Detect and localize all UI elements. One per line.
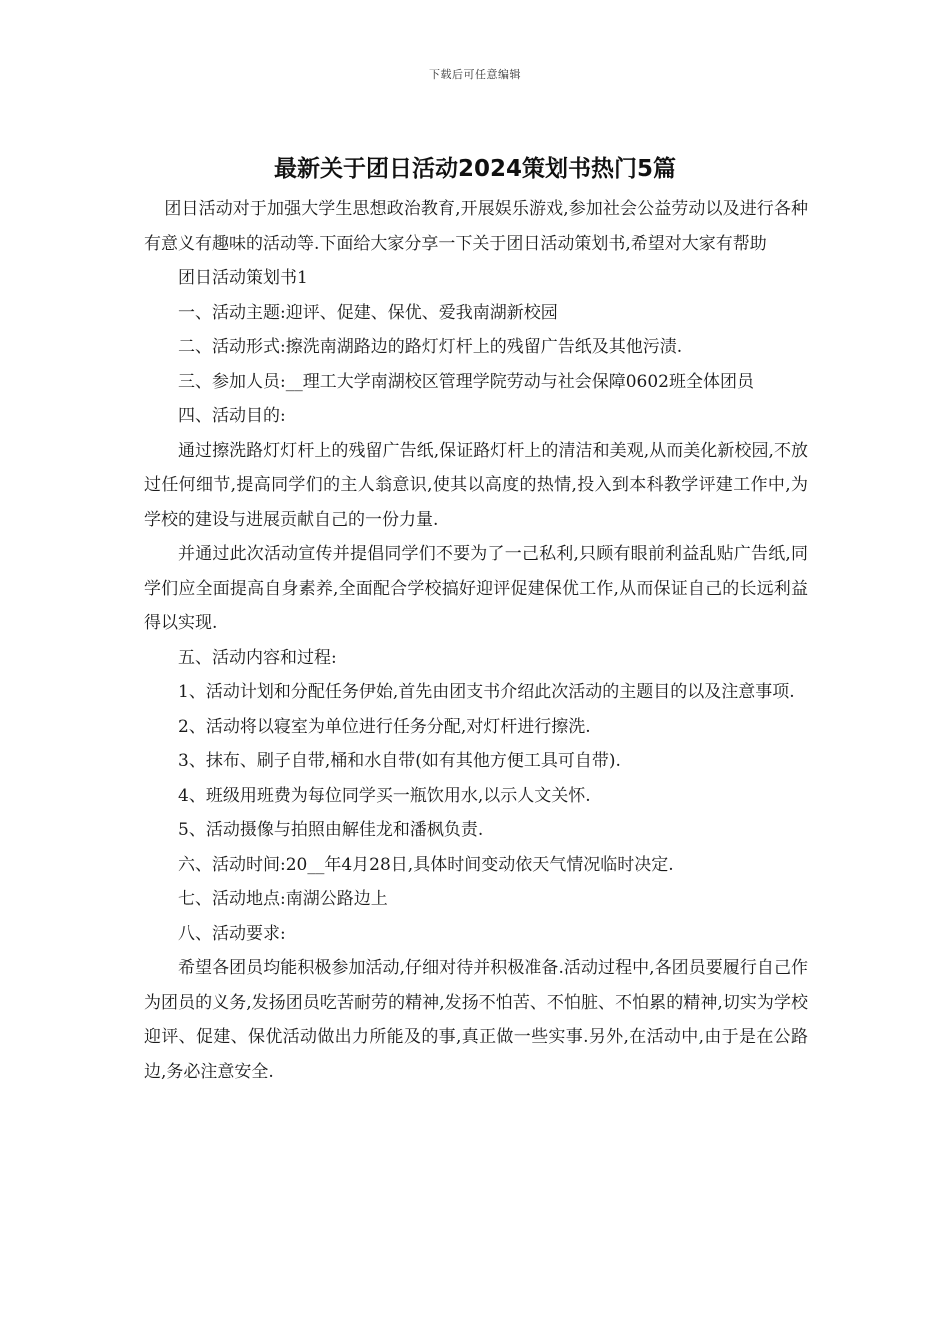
paragraph: 2、活动将以寝室为单位进行任务分配,对灯杆进行擦洗. bbox=[178, 716, 591, 737]
paragraph: 八、活动要求: bbox=[178, 923, 286, 944]
paragraph: 一、活动主题:迎评、促建、保优、爱我南湖新校园 bbox=[178, 302, 558, 323]
paragraph: 通过擦洗路灯灯杆上的残留广告纸,保证路灯杆上的清洁和美观,从而美化新校园,不放过任何细节,提高同学们的主人翁意识,使其以高度的热情,投入到本科教学评建工作中,为学校的建设与进展贡献自己的一份力量. bbox=[144, 440, 808, 530]
page-title: 最新关于团日活动2024策划书热门5篇 bbox=[273, 156, 677, 182]
paragraph: 4、班级用班费为每位同学买一瓶饮用水,以示人文关怀. bbox=[178, 785, 591, 806]
section-heading: 团日活动策划书1 bbox=[178, 268, 308, 288]
paragraph: 3、抹布、刷子自带,桶和水自带(如有其他方便工具可自带). bbox=[178, 751, 621, 771]
paragraph: 六、活动时间:20__年4月28日,具体时间变动依天气情况临时决定. bbox=[178, 854, 674, 875]
paragraph: 七、活动地点:南湖公路边上 bbox=[178, 889, 388, 909]
document-body bbox=[144, 192, 808, 1089]
paragraph: 三、参加人员:__理工大学南湖校区管理学院劳动与社会保障0602班全体团员 bbox=[178, 371, 754, 392]
paragraph: 四、活动目的: bbox=[178, 406, 286, 426]
intro-paragraph: 团日活动对于加强大学生思想政治教育,开展娱乐游戏,参加社会公益劳动以及进行各种有意义有趣味的活动等.下面给大家分享一下关于团日活动策划书,希望对大家有帮助 bbox=[144, 199, 808, 254]
paragraph: 希望各团员均能积极参加活动,仔细对待并积极准备.活动过程中,各团员要履行自己作为团员的义务,发扬团员吃苦耐劳的精神,发扬不怕苦、不怕脏、不怕累的精神,切实为学校迎评、促建、保优活动做出力所能及的事,真正做一些实事.另外,在活动中,由于是在公路边,务必注意安全. bbox=[144, 958, 808, 1082]
paragraph: 五、活动内容和过程: bbox=[178, 647, 337, 668]
paragraph: 1、活动计划和分配任务伊始,首先由团支书介绍此次活动的主题目的以及注意事项. bbox=[178, 682, 795, 702]
paragraph: 并通过此次活动宣传并提倡同学们不要为了一己私利,只顾有眼前利益乱贴广告纸,同学们应全面提高自身素养,全面配合学校搞好迎评促建保优工作,从而保证自己的长远利益得以实现. bbox=[144, 544, 808, 633]
paragraph: 5、活动摄像与拍照由解佳龙和潘枫负责. bbox=[178, 820, 484, 840]
header-note: 下载后可任意编辑 bbox=[429, 68, 521, 81]
paragraph: 二、活动形式:擦洗南湖路边的路灯灯杆上的残留广告纸及其他污渍. bbox=[178, 337, 683, 357]
